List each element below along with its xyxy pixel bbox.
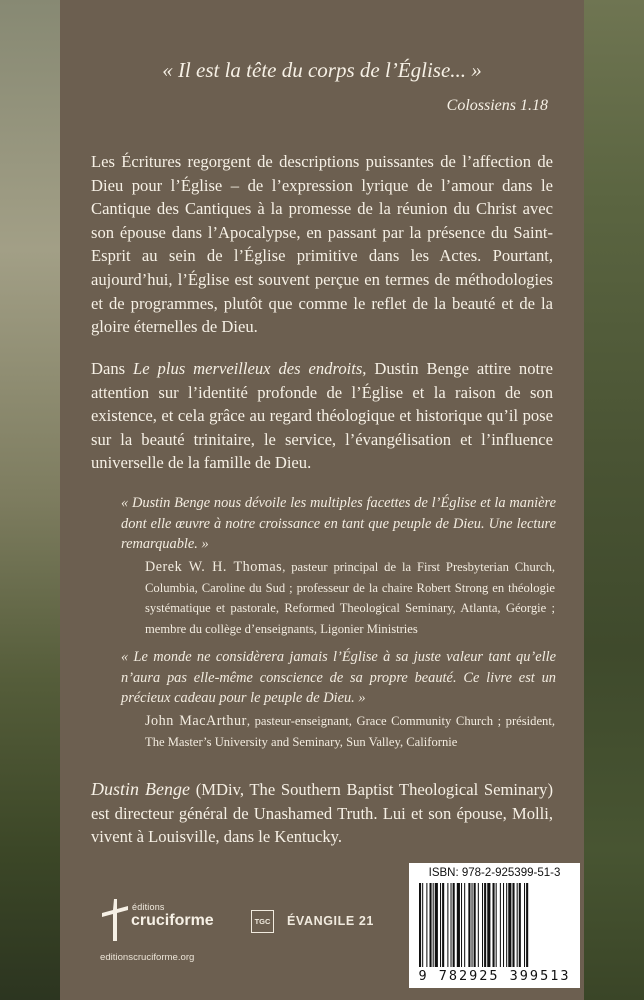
epigraph-reference: Colossiens 1.18: [446, 97, 548, 114]
book-title: Le plus merveilleux des endroits: [133, 359, 363, 378]
author-name: Dustin Benge: [91, 779, 191, 799]
tgc-logo: TGC: [251, 910, 274, 933]
endorser-name-2: John MacArthur: [145, 713, 247, 729]
author-bio-text: (MDiv, The Southern Baptist Theological Seminary) est directeur général de Unashamed Truth. Lui et son épouse, Molli, vivent à Louisville, dans le Kentucky.: [91, 780, 554, 847]
publisher-website: editionscruciforme.org: [100, 952, 195, 963]
epigraph-quote: « Il est la tête du corps de l’Église... »: [162, 58, 482, 82]
paragraph-2-rest: , Dustin Benge attire notre attention sur l’identité profonde de l’Église et la raison de son existence, et cela grâce au regard théologique et historique qu’il pose sur la beauté trinitaire, le service, l’évangélisation et l’influence universelle de la famille de Dieu.: [91, 359, 553, 473]
endorser-name-1: Derek W. H. Thomas: [145, 559, 283, 575]
publisher-name: cruciforme: [131, 912, 214, 929]
endorser-role-2: , pasteur-enseignant, Grace Community Church ; président, The Master’s University and Seminary, Sun Valley, Californie: [145, 714, 555, 749]
evangile21-logo: ÉVANGILE 21: [287, 914, 374, 928]
description-paragraph-1: Les Écritures regorgent de descriptions puissantes de l’affection de Dieu pour l’Église – de l’expression lyrique de l’amour dans le Cantique des Cantiques à la promesse de la réunion du Christ avec son épouse dans l’Apocalypse, en passant par la présence du Saint-Esprit au sein de l’Église primitive dans les Actes. Pourtant, aujourd’hui, l’Église est souvent perçue en termes de méthodologies et de programmes, plutôt que comme le reflet de la beauté et de la gloire éternelles de Dieu.: [91, 152, 553, 337]
isbn-label: ISBN: 978-2-925399-51-3: [428, 867, 561, 879]
endorser-role-1: , pasteur principal de la First Presbyterian Church, Columbia, Caroline du Sud ; professeur de la chaire Robert Strong en théologie systématique et pastorale, Reformed Theological Seminary, Atlanta, Géorgie ; membre du collège d’enseignants, Ligonier Ministries: [145, 560, 556, 636]
barcode-bars: [419, 883, 570, 967]
endorsement-quote-2: « Le monde ne considèrera jamais l’Église à sa juste valeur tant qu’elle n’aura pas elle-même conscience de sa propre beauté. Ce livre est un précieux cadeau pour le peuple de Dieu. »: [121, 649, 556, 706]
barcode-digits: 9 782925 399513: [418, 968, 571, 984]
publisher-prefix: éditions: [132, 902, 165, 912]
back-cover-panel: [60, 0, 584, 1000]
publisher-logo: [96, 895, 236, 990]
description-paragraph-2: [91, 357, 553, 475]
isbn-barcode: [409, 863, 580, 988]
cover-art-left: [0, 0, 60, 1000]
author-bio: [91, 778, 553, 849]
cover-art-right: [584, 0, 644, 1000]
cruciforme-cross-icon: [100, 899, 130, 941]
paragraph-2-lead: Dans: [91, 359, 134, 378]
endorsement-attribution-1: [145, 557, 555, 639]
endorsement-quote-1: « Dustin Benge nous dévoile les multiples facettes de l’Église et la manière dont elle œuvre à notre croissance en tant que peuple de Dieu. Une lecture remarquable. »: [121, 495, 556, 552]
endorsement-attribution-2: [145, 711, 555, 752]
